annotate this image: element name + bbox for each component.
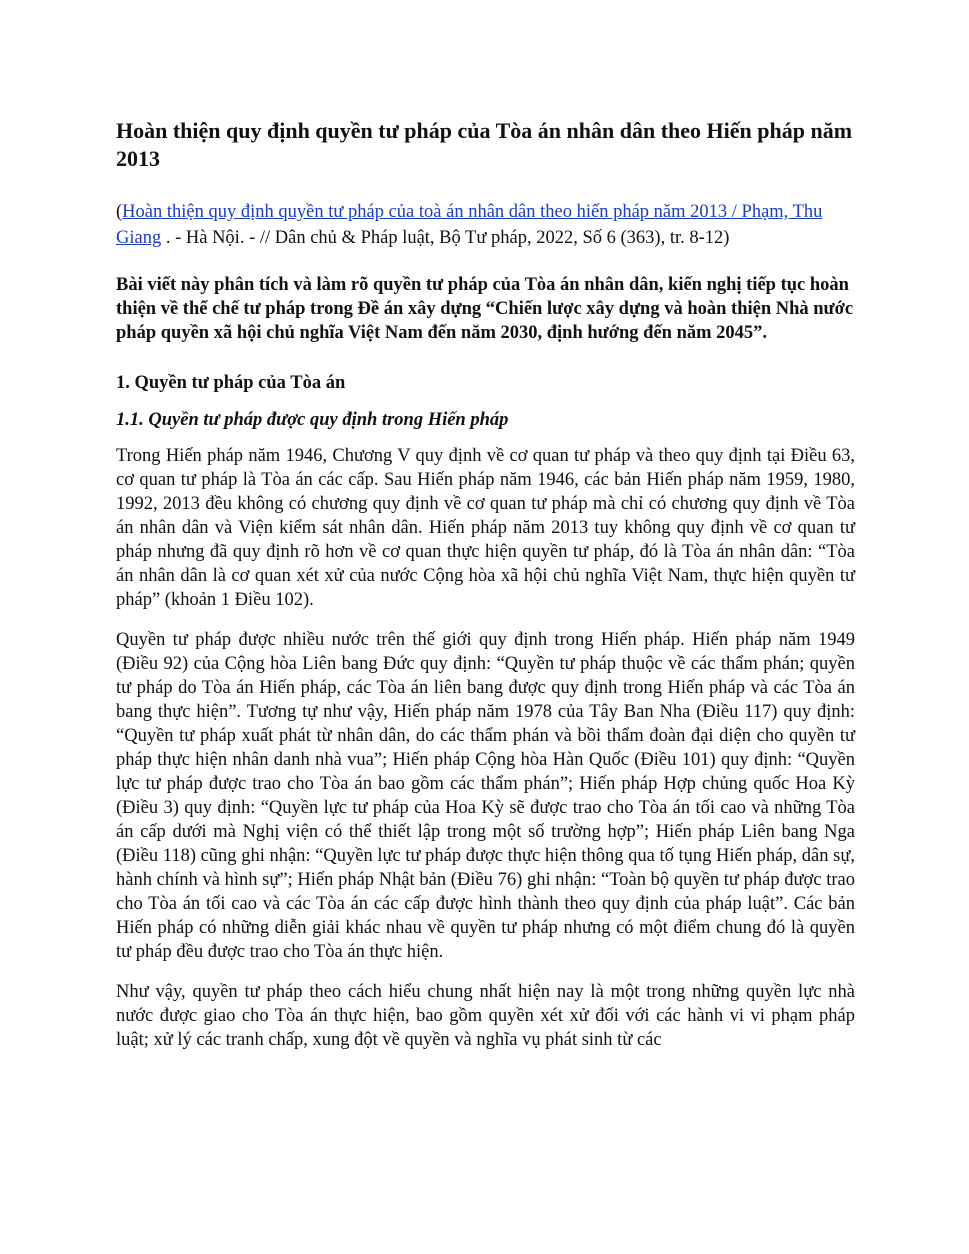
body-paragraph: Quyền tư pháp được nhiều nước trên thế giới quy định trong Hiến pháp. Hiến pháp năm 1949 (Điều 92) của Cộng hòa Liên bang Đức quy định: “Quyền tư pháp thuộc về các thẩm phán; quyền tư pháp do Tòa án Hiến pháp, các Tòa án liên bang được quy định trong Hiến pháp và các Tòa án bang thực hiện”. Tương tự như vậy, Hiến pháp năm 1978 của Tây Ban Nha (Điều 117) quy định: “Quyền tư pháp xuất phát từ nhân dân, do các thẩm phán và bồi thẩm đoàn đại diện cho quyền tư pháp thực hiện nhân danh nhà vua”; Hiến pháp Cộng hòa Hàn Quốc (Điều 101) quy định: “Quyền lực tư pháp được trao cho Tòa án bao gồm các thẩm phán”; Hiến pháp Hợp chủng quốc Hoa Kỳ (Điều 3) quy định: “Quyền lực tư pháp của Hoa Kỳ sẽ được trao cho Tòa án tối cao và những Tòa án cấp dưới mà Nghị viện có thể thiết lập trong một số trường hợp”; Hiến pháp Liên bang Nga (Điều 118) cũng ghi nhận: “Quyền lực tư pháp được thực hiện thông qua tố tụng Hiến pháp, dân sự, hành chính và hình sự”; Hiến pháp Nhật bản (Điều 76) ghi nhận: “Toàn bộ quyền tư pháp được trao cho Tòa án tối cao và các Tòa án các cấp được hình thành theo quy định của pháp luật”. Các bản Hiến pháp có những diễn giải khác nhau về quyền tư pháp nhưng có một điểm chung đó là quyền tư pháp đều được trao cho Tòa án thực hiện. bbox=[116, 630, 855, 962]
document-page bbox=[116, 117, 855, 1052]
citation-details: . - Hà Nội. - // Dân chủ & Pháp luật, Bộ Tư pháp, 2022, Số 6 (363), tr. 8-12) bbox=[161, 228, 730, 248]
body-paragraph: Như vậy, quyền tư pháp theo cách hiểu chung nhất hiện nay là một trong những quyền lực nhà nước được giao cho Tòa án thực hiện, bao gồm quyền xét xử đối với các hành vi vi phạm pháp luật; xử lý các tranh chấp, xung đột về quyền và nghĩa vụ phát sinh từ các bbox=[116, 982, 855, 1050]
article-title: Hoàn thiện quy định quyền tư pháp của Tòa án nhân dân theo Hiến pháp năm 2013 bbox=[116, 118, 853, 171]
citation bbox=[116, 199, 855, 251]
subsection-heading: 1.1. Quyền tư pháp được quy định trong Hiến pháp bbox=[116, 410, 509, 430]
section-heading: 1. Quyền tư pháp của Tòa án bbox=[116, 373, 346, 393]
abstract: Bài viết này phân tích và làm rõ quyền tư pháp của Tòa án nhân dân, kiến nghị tiếp tục hoàn thiện về thể chế tư pháp trong Đề án xây dựng “Chiến lược xây dựng và hoàn thiện Nhà nước pháp quyền xã hội chủ nghĩa Việt Nam đến năm 2030, định hướng đến năm 2045”. bbox=[116, 275, 854, 343]
body-paragraph: Trong Hiến pháp năm 1946, Chương V quy định về cơ quan tư pháp và theo quy định tại Điều 63, cơ quan tư pháp là Tòa án các cấp. Sau Hiến pháp năm 1946, các bản Hiến pháp năm 1959, 1980, 1992, 2013 đều không có chương quy định về cơ quan tư pháp mà chỉ có chương quy định về Tòa án nhân dân và Viện kiểm sát nhân dân. Hiến pháp năm 2013 tuy không quy định về cơ quan tư pháp nhưng đã quy định rõ hơn về cơ quan thực hiện quyền tư pháp, đó là Tòa án nhân dân: “Tòa án nhân dân là cơ quan xét xử của nước Cộng hòa xã hội chủ nghĩa Việt Nam, thực hiện quyền tư pháp” (khoản 1 Điều 102). bbox=[116, 446, 855, 610]
citation-link[interactable]: Hoàn thiện quy định quyền tư pháp của toà án nhân dân theo hiến pháp năm 2013 / Phạm, Thu Giang bbox=[116, 202, 823, 248]
citation-open-paren: ( bbox=[116, 202, 123, 222]
